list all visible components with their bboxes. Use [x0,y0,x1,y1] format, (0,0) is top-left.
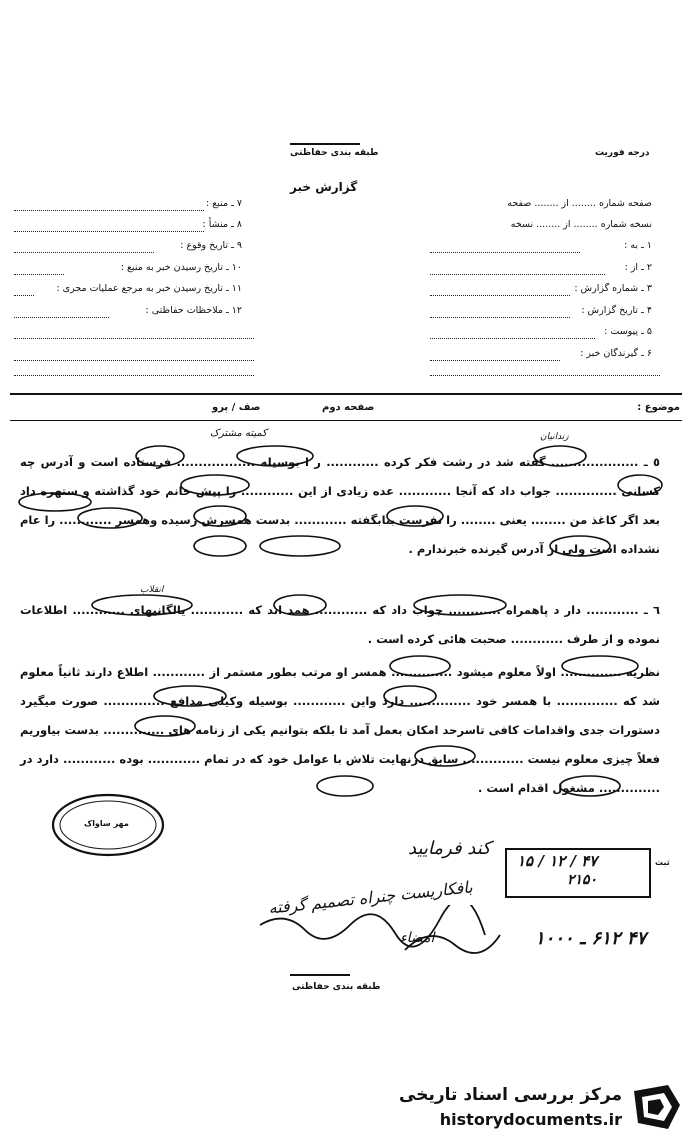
field-from: ۲ ـ از : [624,262,652,273]
subject-underline [10,420,682,421]
dotline [14,274,64,275]
page-label: صفحه دوم [322,402,375,413]
classification-underline [290,143,360,145]
archive-logo-icon [628,1083,684,1133]
field-security-notes: ۱۲ ـ ملاحظات حفاظتی : [145,305,242,316]
classification-header: طبقه بندی حفاظتی [290,148,379,158]
dotline [14,338,254,339]
stamp-side-label: ثبت [655,858,670,867]
dotline [14,375,254,376]
field-news-to-source-date: ۱۰ ـ تاریخ رسیدن خبر به منبع : [120,262,242,273]
dotline [430,375,660,376]
dotline [430,295,570,296]
field-origin: ۸ ـ منشأ : [202,219,242,230]
handwritten-note: کند فرمایید [408,838,491,859]
subject-label: موضوع : [637,402,680,413]
archive-website: historydocuments.ir [439,1110,622,1129]
stamp-code: ۴۷ ۶۱۲ ـ ۱۰۰۰ [535,928,647,949]
paragraph-6: ٦ ـ ............ دار د پاهمراه ............ جواب داد که ............ همد اند که ............ یالگانیهای ............ اطلاعات نموده و از طرف ............ صحبت هائی کرده است . [20,603,660,646]
dotline [14,231,204,232]
seal-text: مهر ساواک [84,819,129,828]
dotline [14,252,154,253]
dotline [14,360,254,361]
section-label: صف / پرو [212,402,261,413]
paragraph-5: ٥ ـ .................... گفته شد در رشت فکر کرده ............ ر ا بوسیله .................. فرستاده است و آدرس چه کسانی .............. جواب داد که آنجا ............ عده زیادی از این ............ را پیش خانم خود گذاشته و ستهره داد بعد اگر کاغذ من ........ یعنی ........ را نفرست بنابگفته ............ بدست همسرش رسیده وهمسر ............ را عام نشداده است ولی از آدرس گیرنده خبرندارم . [20,455,660,556]
priority-label: درجه فوریت [595,148,650,158]
signature-scrawl [255,905,505,955]
dotline [14,295,34,296]
footer-classification: طبقه بندی حفاظتی [292,982,381,992]
stamp-number: ۲۱۵۰ [567,872,598,888]
ink-marks [0,440,700,810]
signature: امضاء [400,930,435,946]
registration-stamp [505,848,651,898]
dotline [14,317,109,318]
dotline [430,274,605,275]
field-report-date: ۴ ـ تاریخ گزارش : [581,305,652,316]
field-recipients: ۶ ـ گیرندگان خبر : [580,348,652,359]
section-divider [10,393,682,395]
dotline [430,338,595,339]
field-news-to-authority-date: ۱۱ ـ تاریخ رسیدن خبر به مرجع عملیات مجری : [56,283,242,294]
archive-center-name: مرکز بررسی اسناد تاریخی [399,1085,622,1105]
field-page-number: صفحه شماره ........ از ........ صفحه [507,198,652,209]
field-report-number: ۳ ـ شماره گزارش : [574,283,652,294]
field-copy-number: نسخه شماره ........ از ........ نسخه [510,219,652,230]
dotline [430,317,570,318]
field-source: ۷ ـ منبع : [205,198,242,209]
dotline [430,360,560,361]
stamp-date: ۴۷ / ۱۲ / ۱۵ [517,852,598,870]
opinion-paragraph: نظریه .............. اولاً معلوم میشود .............. همسر او مرتب بطور مستمر از ............ اطلاع دارند ثانیاً معلوم شد که .............. با همسر خود .............. دارد واین ............ بوسیله وکیلی مدافع .............. صورت میگیرد دستورات جدی واقدامات کافی تاسرحد امکان بعمل آمد تا بلکه بتوانیم یکی از زنامه های .............. بدست بیاوریم فعلاً چیزی معلوم نیست .............. سابق درنهایت تلاش با عوامل خود که در تمام ............ بوده ............ دارد در .............. مشغول اقدام است . [20,665,660,795]
dotline [14,210,204,211]
handwritten-note: بافکاریست چنراه تصمیم گرفته [267,877,474,918]
margin-note: انقلاب [140,585,164,595]
report-title: گزارش خبر [290,180,358,194]
footer-classification-rule [290,974,350,976]
margin-note: زندانیان [540,432,569,442]
margin-note: کمیته مشترک [210,428,267,439]
field-occurrence-date: ۹ ـ تاریخ وقوع : [180,240,242,251]
field-to: ۱ ـ به : [624,240,652,251]
dotline [430,252,580,253]
field-attachment: ۵ ـ پیوست : [604,326,652,337]
